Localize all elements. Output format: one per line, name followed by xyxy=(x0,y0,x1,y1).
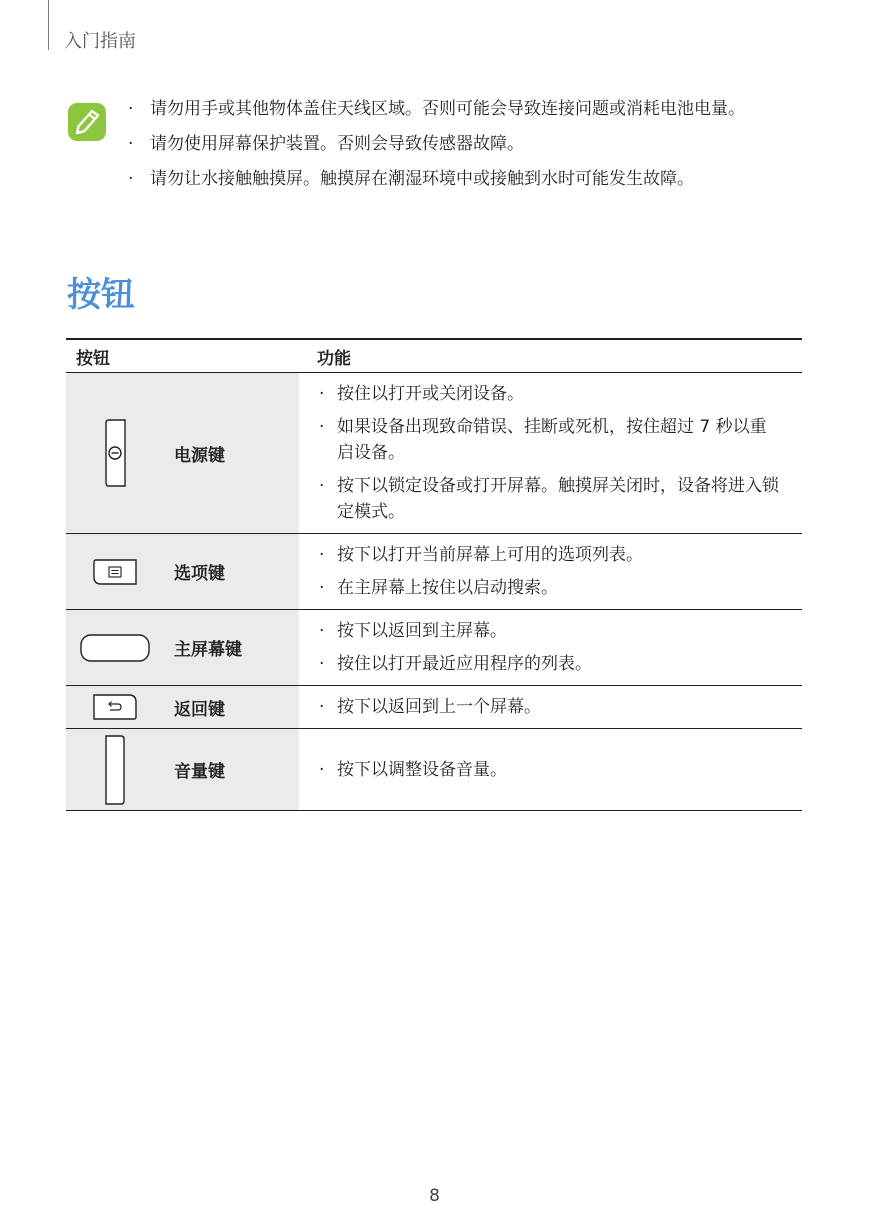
key-name: 返回键 xyxy=(174,699,225,720)
key-name: 主屏幕键 xyxy=(174,640,242,660)
function-item: · 按下以调整设备音量。 xyxy=(317,757,782,783)
table-row xyxy=(66,534,802,610)
note-pencil-icon xyxy=(67,102,107,142)
function-item: · 按下以返回到上一个屏幕。 xyxy=(317,694,782,720)
function-item: · 在主屏幕上按住以启动搜索。 xyxy=(317,575,782,601)
table-row xyxy=(66,729,802,811)
power-key-icon xyxy=(103,419,127,487)
section-title: 按钮 xyxy=(67,275,135,315)
table-row xyxy=(66,373,802,534)
function-cell xyxy=(299,729,802,811)
table-row xyxy=(66,686,802,729)
note-item: · 请勿使用屏幕保护装置。否则会导致传感器故障。 xyxy=(124,131,824,157)
options-key-icon xyxy=(93,559,137,585)
key-name: 电源键 xyxy=(174,445,225,466)
note-item: · 请勿让水接触触摸屏。触摸屏在潮湿环境中或接触到水时可能发生故障。 xyxy=(124,166,824,192)
page-number: 8 xyxy=(429,1186,440,1206)
key-cell xyxy=(66,686,299,729)
column-header-function: 功能 xyxy=(299,339,802,373)
key-cell xyxy=(66,373,299,534)
function-item: · 按住以打开或关闭设备。 xyxy=(317,381,782,407)
note-list xyxy=(124,96,824,201)
function-cell xyxy=(299,686,802,729)
key-name: 选项键 xyxy=(174,564,225,584)
column-header-button: 按钮 xyxy=(66,339,299,373)
header-divider xyxy=(48,0,49,50)
buttons-table xyxy=(66,338,802,811)
note-item: · 请勿用手或其他物体盖住天线区域。否则可能会导致连接问题或消耗电池电量。 xyxy=(124,96,824,122)
table-header-row xyxy=(66,339,802,373)
table-row xyxy=(66,610,802,686)
home-key-icon xyxy=(80,634,150,662)
function-cell xyxy=(299,610,802,686)
function-item: · 按住以打开最近应用程序的列表。 xyxy=(317,651,782,677)
function-item: · 按下以返回到主屏幕。 xyxy=(317,618,782,644)
key-cell xyxy=(66,534,299,610)
function-cell xyxy=(299,373,802,534)
volume-key-icon xyxy=(103,735,127,805)
key-cell xyxy=(66,610,299,686)
function-item: · 按下以打开当前屏幕上可用的选项列表。 xyxy=(317,542,782,568)
key-name: 音量键 xyxy=(174,762,225,782)
running-header: 入门指南 xyxy=(64,31,136,52)
function-cell xyxy=(299,534,802,610)
key-cell xyxy=(66,729,299,811)
function-item: · 按下以锁定设备或打开屏幕。触摸屏关闭时，设备将进入锁定模式。 xyxy=(317,473,782,525)
back-key-icon xyxy=(93,694,137,720)
function-item: · 如果设备出现致命错误、挂断或死机，按住超过 7 秒以重启设备。 xyxy=(317,414,782,466)
